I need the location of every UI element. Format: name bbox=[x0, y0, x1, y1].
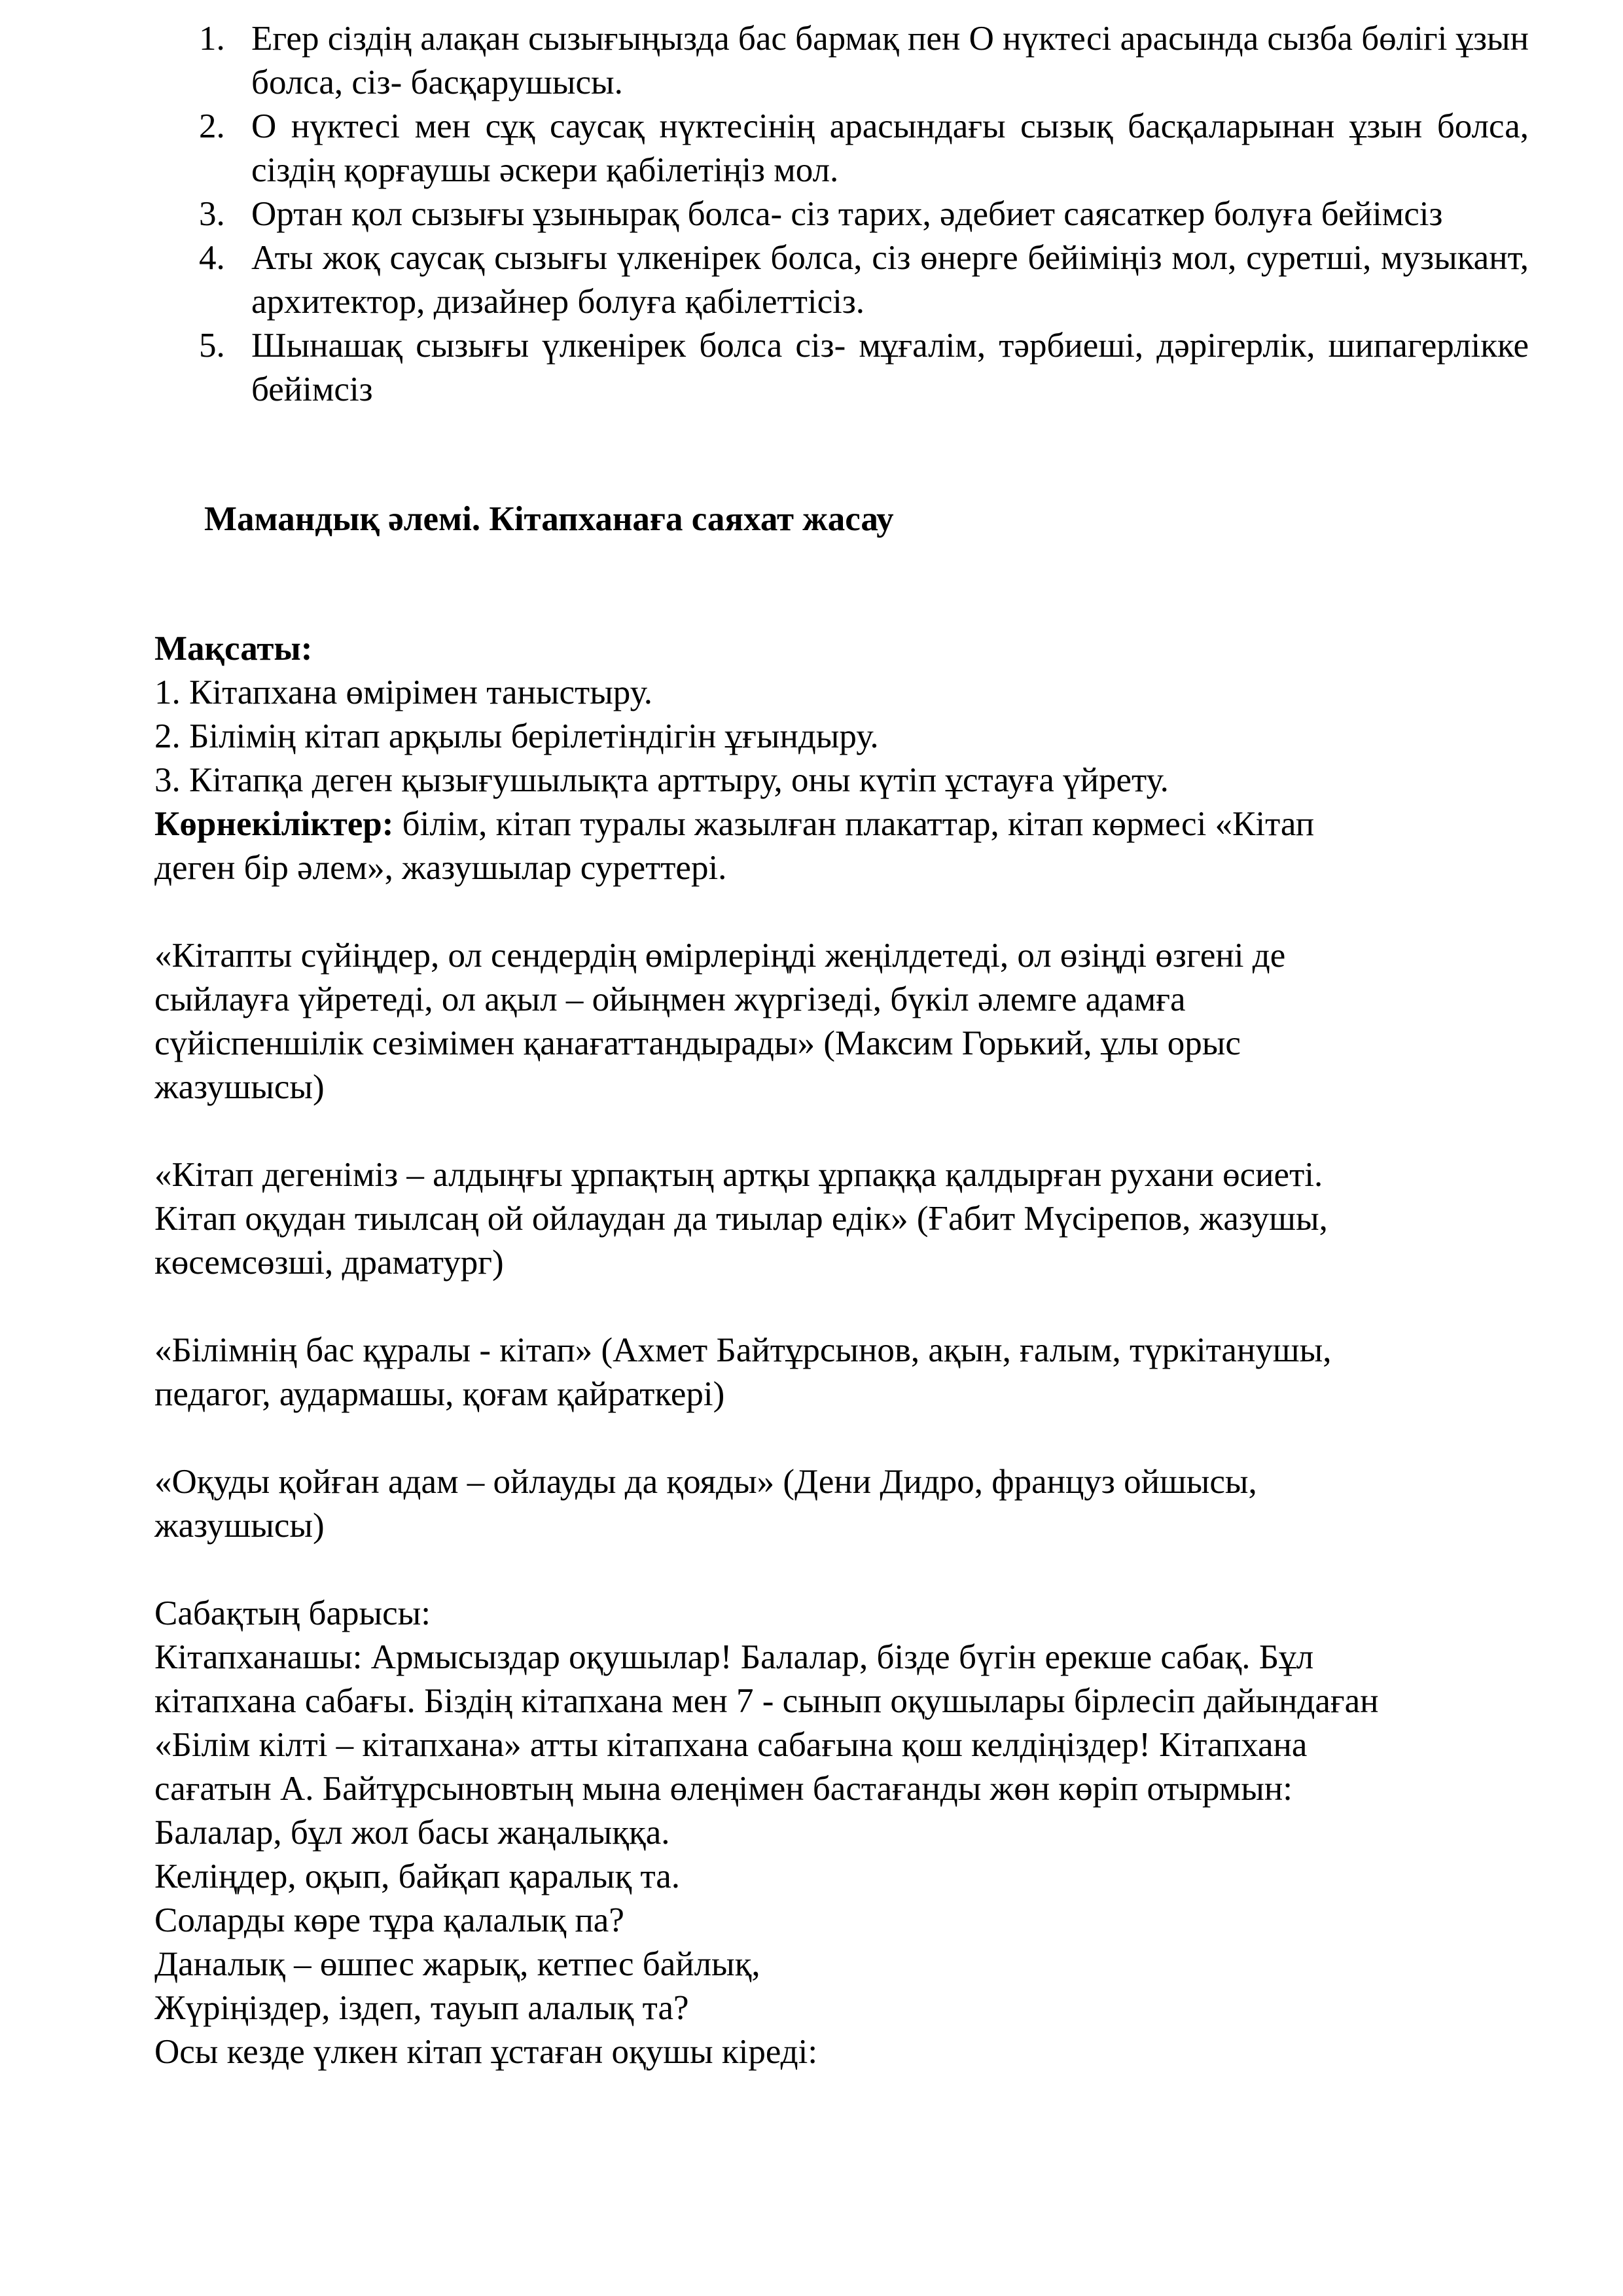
quote-line: көсемсөзші, драматург) bbox=[154, 1244, 504, 1282]
list-item-text: Егер сіздің алақан сызығыңызда бас бармақ пен О нүктесі арасында сызба бөлігі ұзын болса, сіз- басқарушысы. bbox=[251, 20, 1529, 101]
visuals-label: Көрнекіліктер: bbox=[154, 805, 394, 843]
lesson-line: сағатын А. Байтұрсыновтың мына өлеңімен бастағанды жөн көріп отырмын: bbox=[154, 1770, 1293, 1808]
visuals-text: білім, кітап туралы жазылған плакаттар, кітап көрмесі «Кітап bbox=[393, 805, 1315, 843]
list-item bbox=[199, 17, 1529, 105]
lesson-body bbox=[154, 627, 1529, 2074]
visuals-line bbox=[154, 802, 1529, 846]
lesson-line: Сабақтың барысы: bbox=[154, 1594, 431, 1632]
section-heading: Мамандық әлемі. Кітапханаға саяхат жасау bbox=[204, 500, 894, 538]
list-item-text: Аты жоқ саусақ сызығы үлкенірек болса, сіз өнерге бейіміңіз мол, суретші, музыкант, архитектор, дизайнер болуға қабілеттісіз. bbox=[251, 239, 1529, 321]
quote-line: сүйіспеншілік сезімімен қанағаттандырады» (Максим Горький, ұлы орыс bbox=[154, 1024, 1241, 1062]
list-number: 5. bbox=[199, 327, 225, 365]
quote-line: «Оқуды қойған адам – ойлауды да қояды» (Дени Дидро, француз ойшысы, bbox=[154, 1463, 1257, 1501]
quote-line: Кітап оқудан тиылсаң ой ойлаудан да тиылар едік» (Ғабит Мүсірепов, жазушы, bbox=[154, 1200, 1328, 1238]
list-number: 3. bbox=[199, 195, 225, 233]
lesson-line: Осы кезде үлкен кітап ұстаған оқушы кіреді: bbox=[154, 2033, 818, 2071]
quote-line: «Білімнің бас құралы - кітап» (Ахмет Байтұрсынов, ақын, ғалым, түркітанушы, bbox=[154, 1331, 1332, 1369]
list-item-text: Шынашақ сызығы үлкенірек болса сіз- мұғалім, тәрбиеші, дәрігерлік, шипагерлікке бейімсіз bbox=[251, 327, 1529, 408]
quote-line: жазушысы) bbox=[154, 1068, 325, 1106]
list-item bbox=[199, 236, 1529, 324]
goal-item: 1. Кітапхана өмірімен таныстыру. bbox=[154, 673, 653, 711]
list-item-text: Ортан қол сызығы ұзынырақ болса- сіз тарих, әдебиет саясаткер болуға бейімсіз bbox=[251, 195, 1443, 233]
aptitude-list bbox=[199, 17, 1529, 412]
lesson-line: Кітапханашы: Армысыздар оқушылар! Балалар, бізде бүгін ерекше сабақ. Бұл bbox=[154, 1638, 1314, 1676]
list-number: 1. bbox=[199, 20, 225, 58]
lesson-line: кітапхана сабағы. Біздің кітапхана мен 7 - сынып оқушылары бірлесіп дайындаған bbox=[154, 1682, 1379, 1720]
list-item bbox=[199, 324, 1529, 412]
list-item bbox=[199, 192, 1529, 236]
quote-line: «Кітап дегеніміз – алдыңғы ұрпақтың артқы ұрпаққа қалдырған рухани өсиеті. bbox=[154, 1156, 1323, 1194]
goal-item: 3. Кітапқа деген қызығушылықта арттыру, оны күтіп ұстауға үйрету. bbox=[154, 761, 1169, 799]
lesson-line: «Білім кілті – кітапхана» атты кітапхана сабағына қош келдіңіздер! Кітапхана bbox=[154, 1726, 1308, 1764]
list-number: 2. bbox=[199, 107, 225, 145]
poem-line: Даналық – өшпес жарық, кетпес байлық, bbox=[154, 1945, 760, 1983]
poem-line: Келіңдер, оқып, байқап қаралық та. bbox=[154, 1857, 681, 1895]
list-item bbox=[199, 105, 1529, 192]
quote-line: сыйлауға үйретеді, ол ақыл – ойыңмен жүргізеді, бүкіл әлемге адамға bbox=[154, 980, 1186, 1018]
quote-line: «Кітапты сүйіңдер, ол сендердің өмірлеріңді жеңілдетеді, ол өзіңді өзгені де bbox=[154, 937, 1286, 975]
quote-line: жазушысы) bbox=[154, 1507, 325, 1545]
list-item-text: О нүктесі мен сұқ саусақ нүктесінің арасындағы сызық басқаларынан ұзын болса, сіздің қорғаушы әскери қабілетіңіз мол. bbox=[251, 107, 1529, 189]
goals-label: Мақсаты: bbox=[154, 630, 313, 668]
list-number: 4. bbox=[199, 239, 225, 277]
poem-line: Балалар, бұл жол басы жаңалыққа. bbox=[154, 1814, 670, 1852]
visuals-line: деген бір әлем», жазушылар суреттері. bbox=[154, 849, 727, 887]
poem-line: Жүріңіздер, іздеп, тауып алалық та? bbox=[154, 1989, 689, 2027]
quote-line: педагог, аудармашы, қоғам қайраткері) bbox=[154, 1375, 725, 1413]
goal-item: 2. Білімің кітап арқылы берілетіндігін ұғындыру. bbox=[154, 717, 879, 755]
poem-line: Соларды көре тұра қалалық па? bbox=[154, 1901, 624, 1939]
